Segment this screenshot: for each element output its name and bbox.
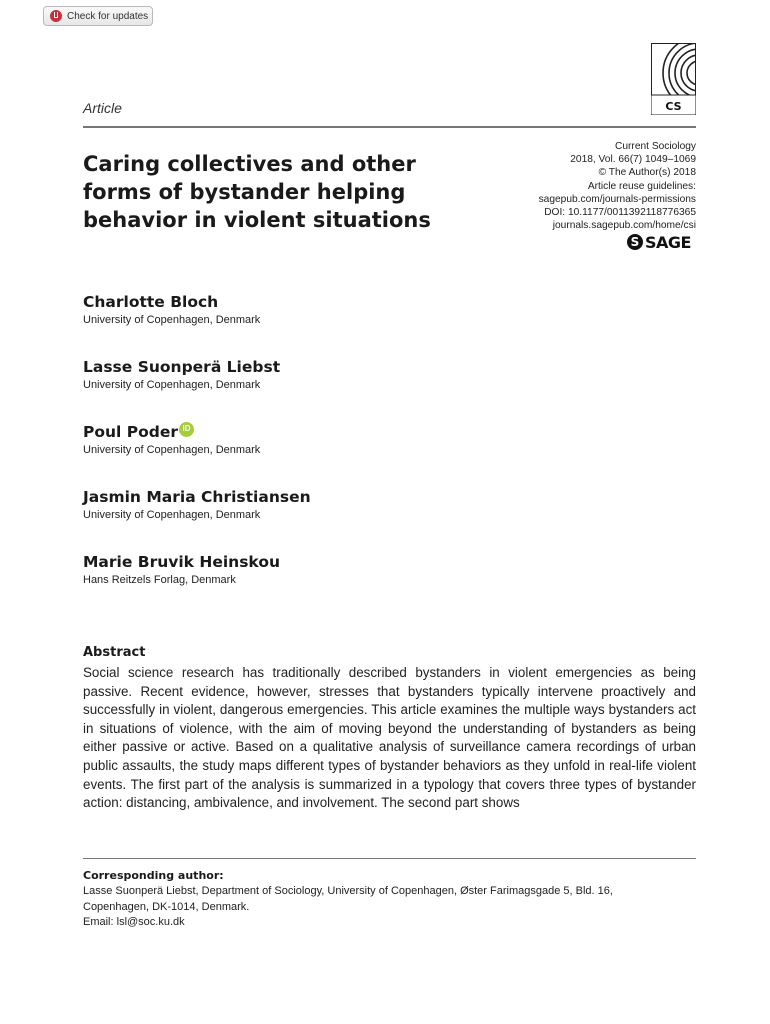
abstract-text: Social science research has traditionally described bystanders in violent emergencies as being passive. Recent evidence, however, stresses that bystanders typically intervene proactively and successfully in violent, dangerous emergencies. This article examines the multiple ways bystanders act in situations of violence, with the aim of moving beyond the understanding of bystanders as being either passive or active. Based on a qualitative analysis of surveillance camera recordings of urban public assaults, the study maps different types of bystander behaviors as they unfold in real-life violent events. The first part of the analysis is summarized in a typology that covers three types of bystander action: distancing, ambivalence, and involvement. The second part shows [83,665,696,811]
author-name: Poul Poder [83,423,179,441]
corresponding-author-details [83,884,696,931]
author-affiliation: University of Copenhagen, Denmark [83,379,261,391]
author-name: Marie Bruvik Heinskou [83,553,280,571]
check-for-updates-button[interactable] [43,6,153,26]
sage-logo-icon: S [627,234,643,250]
author-affiliation: University of Copenhagen, Denmark [83,444,261,456]
journal-home-link[interactable]: journals.sagepub.com/home/csi [552,220,696,232]
check-updates-icon [50,10,62,22]
journal-name: Current Sociology [615,141,696,152]
footnote-divider [83,858,696,859]
journal-metadata [539,140,696,232]
author-affiliation: University of Copenhagen, Denmark [83,509,261,521]
author-affiliation: Hans Reitzels Forlag, Denmark [83,574,236,586]
journal-logo [651,43,696,115]
email-label: Email: [83,916,117,928]
email-link[interactable]: lsl@soc.ku.dk [116,916,185,928]
author-block [83,487,311,522]
abstract-heading: Abstract [83,645,146,660]
article-title: Caring collectives and other forms of bystander helping behavior in violent situations [83,152,431,232]
publisher-logo [627,233,691,251]
sage-logo-text: SAGE [645,232,691,252]
author-affiliation: University of Copenhagen, Denmark [83,314,261,326]
author-block [83,292,260,327]
author-name: Jasmin Maria Christiansen [83,488,311,506]
author-block [83,422,260,457]
header-divider [83,126,696,128]
corresponding-address-line: Copenhagen, DK-1014, Denmark. [83,900,250,913]
copyright-line: © The Author(s) 2018 [598,167,696,179]
doi-line[interactable]: DOI: 10.1177/0011392118776365 [544,207,696,219]
author-name: Charlotte Bloch [83,293,219,311]
corresponding-email-line [83,915,696,931]
journal-logo-text: CS [665,100,682,113]
corresponding-address-line: Lasse Suonperä Liebst, Department of Sociology, University of Copenhagen, Øster Farimagsgade 5, Bld. 16, [83,885,613,897]
orcid-icon[interactable]: iD [179,422,194,437]
author-name: Lasse Suonperä Liebst [83,358,281,376]
reuse-guidelines-label: Article reuse guidelines: [587,180,696,192]
author-block [83,552,280,587]
author-block [83,357,280,392]
article-type-label: Article [83,100,122,116]
check-for-updates-label: Check for updates [67,10,149,22]
journal-volume: 2018, Vol. 66(7) 1049–1069 [570,154,696,166]
corresponding-author-heading: Corresponding author: [83,869,224,882]
permissions-link[interactable]: sagepub.com/journals-permissions [538,193,696,205]
